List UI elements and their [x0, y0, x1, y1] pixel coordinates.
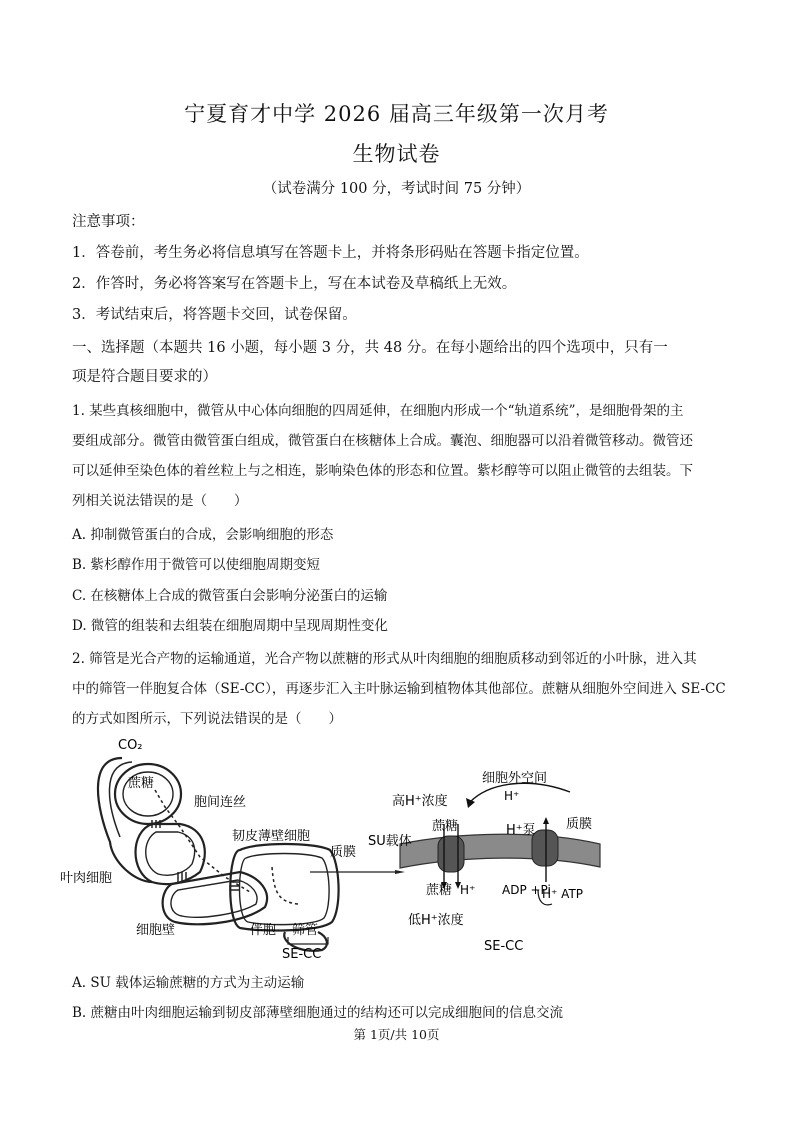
label-co2: CO₂ — [118, 738, 143, 753]
label-sucrose: 蔗糖 — [128, 776, 155, 791]
label-adp-pi: ADP +Pi — [502, 883, 551, 897]
note-item: 2．作答时，务必将答案写在答题卡上，写在本试卷及草稿纸上无效。 — [72, 276, 517, 292]
exam-title: 宁夏育才中学 2026 届高三年级第一次月考 — [184, 102, 609, 126]
question-1-text: 1. 某些真核细胞中，微管从中心体向细胞的四周延伸，在细胞内形成一个“轨道系统”，是细胞骨架的主 — [72, 403, 684, 419]
label-sieve-tube: 筛管 — [292, 923, 319, 938]
note-item: 3．考试结束后，将答题卡交回，试卷保留。 — [72, 307, 357, 323]
question-1-text: 要组成部分。微管由微管蛋白组成，微管蛋白在核糖体上合成。囊泡、细胞器可以沿着微管移动。微管还 — [72, 433, 693, 449]
label-sucrose-top: 蔗糖 — [432, 819, 459, 834]
notes-heading: 注意事项： — [72, 214, 145, 230]
sucrose-transport-figure — [60, 732, 620, 962]
question-2-text: 2. 筛管是光合产物的运输通道，光合产物以蔗糖的形式从叶肉细胞的细胞质移动到邻近的小叶脉，进入其 — [72, 651, 697, 667]
label-low-h: 低H⁺浓度 — [408, 913, 464, 928]
label-sucrose-bottom: 蔗糖 — [426, 883, 453, 898]
question-1-option-d: D. 微管的组装和去组装在细胞周期中呈现周期性变化 — [72, 618, 388, 634]
label-membrane-left: 质膜 — [330, 845, 357, 860]
subject-title: 生物试卷 — [352, 142, 441, 166]
label-cell-wall: 细胞壁 — [136, 923, 176, 938]
label-membrane-right: 质膜 — [566, 817, 593, 832]
section-heading-cont: 项是符合题目要求的） — [72, 369, 217, 385]
question-2-option-a: A. SU 载体运输蔗糖的方式为主动运输 — [72, 975, 305, 991]
label-companion-cell: 伴胞 — [250, 923, 277, 938]
question-2-text: 的方式如图所示，下列说法错误的是（ ） — [72, 711, 342, 727]
label-h-top: H⁺ — [504, 789, 520, 803]
question-2-text: 中的筛管一伴胞复合体（SE-CC），再逐步汇入主叶脉运输到植物体其他部位。蔗糖从细胞外空间进入 SE-CC — [72, 681, 726, 697]
question-1-text: 列相关说法错误的是（ ） — [72, 493, 248, 509]
label-h-bottom: H⁺ — [460, 883, 476, 897]
label-se-cc-left: SE-CC — [282, 947, 322, 962]
exam-info: （试卷满分 100 分，考试时间 75 分钟） — [262, 181, 531, 197]
label-plasmodesmata: 胞间连丝 — [194, 795, 247, 810]
label-extracellular: 细胞外空间 — [482, 771, 548, 786]
label-phloem-parenchyma: 韧皮薄壁细胞 — [232, 829, 311, 844]
label-su-carrier: SU载体 — [368, 834, 412, 849]
question-1-option-a: A. 抑制微管蛋白的合成，会影响细胞的形态 — [72, 527, 334, 543]
label-se-cc-right: SE-CC — [484, 939, 524, 954]
note-item: 1．答卷前，考生务必将信息填写在答题卡上，并将条形码贴在答题卡指定位置。 — [72, 245, 589, 261]
page-footer: 第 1页/共 10页 — [353, 1027, 440, 1042]
label-h-pump: H⁺泵 — [506, 823, 536, 838]
label-mesophyll: 叶肉细胞 — [60, 871, 113, 886]
question-1-text: 可以延伸至染色体的着丝粒上与之相连，影响染色体的形态和位置。紫杉醇等可以阻止微管的去组装。下 — [72, 463, 693, 479]
label-high-h: 高H⁺浓度 — [392, 794, 448, 809]
label-h-atp: H⁺ ATP — [542, 887, 584, 901]
question-2-option-b: B. 蔗糖由叶肉细胞运输到韧皮部薄壁细胞通过的结构还可以完成细胞间的信息交流 — [72, 1005, 564, 1021]
arrow-head-icon — [395, 870, 405, 874]
question-1-option-c: C. 在核糖体上合成的微管蛋白会影响分泌蛋白的运输 — [72, 588, 388, 604]
question-1-option-b: B. 紫杉醇作用于微管可以使细胞周期变短 — [72, 557, 321, 573]
section-heading: 一、选择题（本题共 16 小题，每小题 3 分，共 48 分。在每小题给出的四个选项中，只有一 — [72, 340, 668, 356]
